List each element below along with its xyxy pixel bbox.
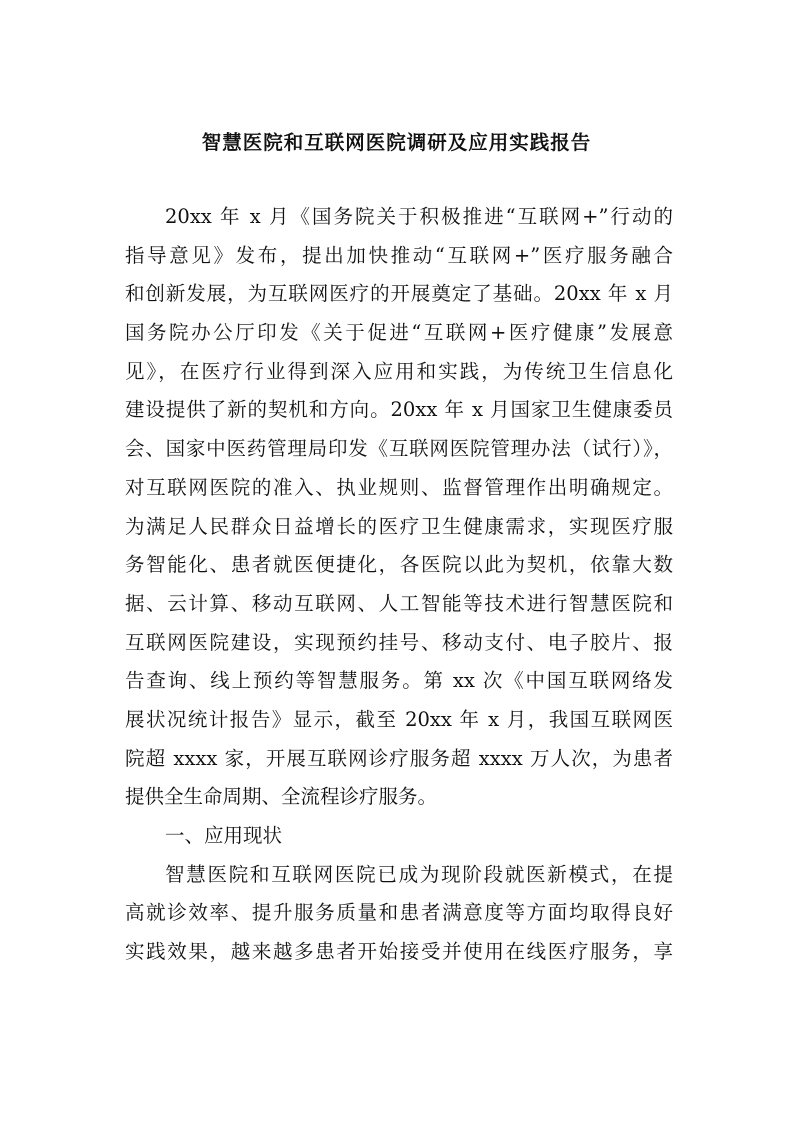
section-heading: 一、应用现状 xyxy=(165,824,283,847)
body-line: 指导意见》发布，提出加快推动“互联网+”医疗服务融合 xyxy=(125,243,673,267)
body-line: 告查询、线上预约等智慧服务。第 xx 次《中国互联网络发 xyxy=(125,669,673,693)
body-line: 高就诊效率、提升服务质量和患者满意度等方面均取得良好 xyxy=(125,901,673,925)
document-body xyxy=(125,198,673,972)
body-line: 为满足人民群众日益增长的医疗卫生健康需求，实现医疗服 xyxy=(125,514,673,538)
body-line: 展状况统计报告》显示，截至 20xx 年 x 月，我国互联网医 xyxy=(125,707,673,731)
body-line: 据、云计算、移动互联网、人工智能等技术进行智慧医院和 xyxy=(125,591,673,615)
body-line: 建设提供了新的契机和方向。20xx 年 x 月国家卫生健康委员 xyxy=(125,398,673,422)
body-line: 对互联网医院的准入、执业规则、监督管理作出明确规定。 xyxy=(125,475,673,499)
document-title: 智慧医院和互联网医院调研及应用实践报告 xyxy=(201,131,592,154)
body-line: 实践效果，越来越多患者开始接受并使用在线医疗服务，享 xyxy=(125,940,673,964)
body-line: 提供全生命周期、全流程诊疗服务。 xyxy=(125,785,438,809)
body-line: 会、国家中医药管理局印发《互联网医院管理办法（试行）》， xyxy=(125,437,673,461)
body-line: 互联网医院建设，实现预约挂号、移动支付、电子胶片、报 xyxy=(125,630,673,654)
body-line: 院超 xxxx 家，开展互联网诊疗服务超 xxxx 万人次，为患者 xyxy=(125,746,673,770)
body-line: 和创新发展，为互联网医疗的开展奠定了基础。20xx 年 x 月 xyxy=(125,282,673,306)
body-line: 见》，在医疗行业得到深入应用和实践，为传统卫生信息化 xyxy=(125,359,673,383)
body-line: 20xx 年 x 月《国务院关于积极推进“互联网+”行动的 xyxy=(165,205,673,228)
body-line: 务智能化、患者就医便捷化，各医院以此为契机，依靠大数 xyxy=(125,553,673,577)
body-line: 智慧医院和互联网医院已成为现阶段就医新模式，在提 xyxy=(165,862,673,886)
body-line: 国务院办公厅印发《关于促进“互联网+医疗健康”发展意 xyxy=(125,321,673,345)
